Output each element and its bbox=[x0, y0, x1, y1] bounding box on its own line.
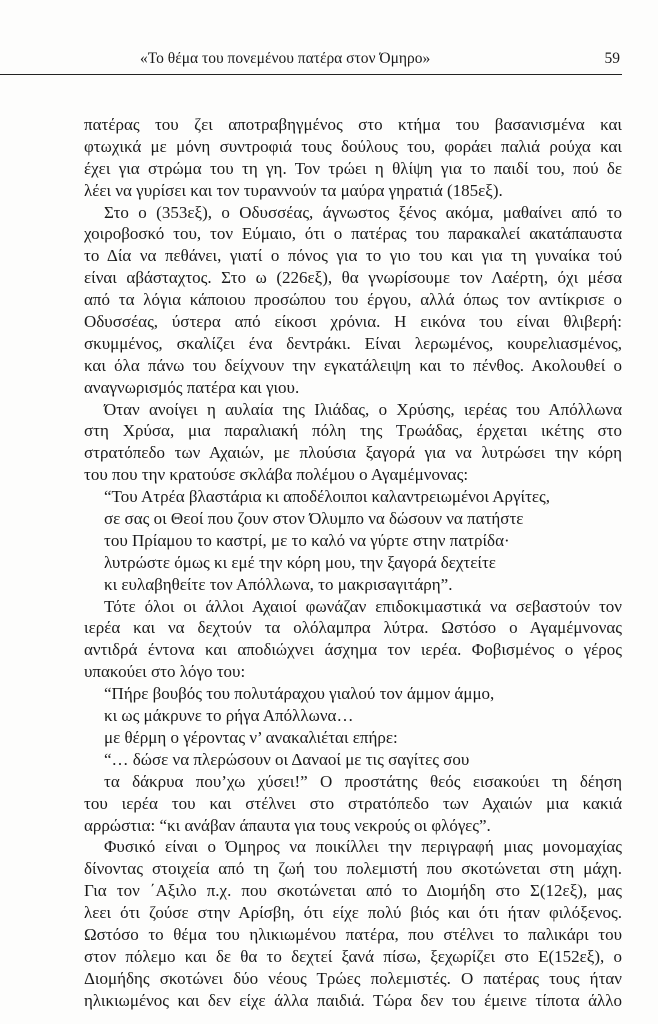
running-title: «Το θέμα του πονεμένου πατέρα στον Όμηρο» bbox=[140, 50, 431, 67]
text-line: Διομήδης σκοτώνει δύο νέους Τρώες πολεμιστές. Ο πατέρας τους ήταν bbox=[84, 968, 622, 988]
text-line: Φυσικό είναι ο Όμηρος να ποικίλλει την περιγραφή μιας μονομαχίας bbox=[104, 837, 622, 857]
text-line: σε σας οι Θεοί που ζουν στον Όλυμπο να δώσουν να πατήστε bbox=[104, 509, 524, 529]
text-line: ηλικιωμένος και δεν είχε άλλα παιδιά. Τώρα δεν του έμεινε τίποτα άλλο bbox=[84, 990, 622, 1010]
text-line: δίνοντας στοιχεία από τη ζωή του πολεμιστή που σκοτώνεται στη μάχη. bbox=[84, 859, 622, 879]
text-line: ιερέα και να δεχτούν τα ολόλαμπρα λύτρα. Ωστόσο ο Αγαμέμνονας bbox=[84, 618, 622, 638]
text-line: υπακούει στο λόγο του: bbox=[84, 662, 246, 682]
text-line: λέει να γυρίσει και τον τυραννούν τα μαύρα γηρατιά (185εξ). bbox=[84, 180, 503, 200]
text-line: από τα λόγια κάποιου προσώπου του έργου, αλλά όπως τον αντίκρισε ο bbox=[84, 290, 622, 310]
text-line: “Πήρε βουβός του πολυτάραχου γιαλού τον άμμον άμμο, bbox=[104, 684, 495, 704]
text-line: κι ως μάκρυνε το ρήγα Απόλλωνα… bbox=[104, 706, 354, 726]
text-line: Οδυσσέας, ύστερα από είκοσι χρόνια. Η εικόνα του είναι θλιβερή: bbox=[84, 312, 622, 332]
text-line: έχει για στρώμα του τη γη. Τον τρώει η θλίψη για το παιδί του, πού δε bbox=[84, 158, 622, 178]
text-line: κι ευλαβηθείτε τον Απόλλωνα, το μακρισαγιτάρη”. bbox=[104, 574, 453, 594]
text-line: με θέρμη ο γέροντας ν’ ανακαλιέται επήρε: bbox=[104, 727, 398, 747]
text-line: τα δάκρυα που’χω χύσει!” Ο προστάτης θεός εισακούει τη δέηση bbox=[104, 771, 622, 791]
text-line: σκυμμένος, σκαλίζει ένα δεντράκι. Είναι λερωμένος, κουρελιασμένος, bbox=[84, 333, 622, 353]
text-line: λυτρώστε όμως κι εμέ την κόρη μου, την ξαγορά δεχτείτε bbox=[104, 552, 496, 572]
page-number: 59 bbox=[604, 50, 620, 67]
text-line: αρρώστια: “κι ανάβαν άπαυτα για τους νεκρούς οι φλόγες”. bbox=[84, 815, 491, 835]
text-line: αναγνωρισμός πατέρα και γιου. bbox=[84, 377, 300, 397]
text-line: Τότε όλοι οι άλλοι Αχαιοί φωνάζαν επιδοκιμαστικά να σεβαστούν τον bbox=[104, 596, 622, 616]
text-line: Ωστόσο το θέμα του ηλικιωμένου πατέρα, που στέλνει το παλικάρι του bbox=[84, 924, 622, 944]
text-line: πατέρας του ζει αποτραβηγμένος στο κτήμα του βασανισμένα και bbox=[84, 115, 622, 134]
text-line: χοιροβοσκό του, τον Εύμαιο, ότι ο πατέρας του παρακαλεί ακατάπαυστα bbox=[84, 224, 622, 244]
text-line: στη Χρύσα, μια παραλιακή πόλη της Τρωάδας, έρχεται ικέτης στο bbox=[84, 421, 622, 441]
text-line: “… δώσε να πλερώσουν οι Δαναοί με τις σαγίτες σου bbox=[104, 749, 470, 769]
body-text bbox=[84, 114, 622, 1012]
text-line: το Δία να πεθάνει, γιατί ο πόνος για το γιο του και για τη γυναίκα τού bbox=[84, 246, 622, 266]
text-line: Για τον ΄Αξιλο π.χ. που σκοτώνεται από το Διομήδη στο Σ(12εξ), μας bbox=[84, 881, 622, 901]
text-line: είναι αβάσταχτος. Στο ω (226εξ), θα γνωρίσουμε τον Λαέρτη, όχι μέσα bbox=[84, 268, 622, 288]
text-line: “Του Ατρέα βλαστάρια κι αποδέλοιποι καλαντρειωμένοι Αργίτες, bbox=[104, 487, 551, 507]
page-header bbox=[0, 48, 622, 75]
text-line: φτωχικά με μόνη συντροφιά τους δούλους του, φοράει παλιά ρούχα και bbox=[84, 136, 622, 156]
text-line: Στο ο (353εξ), ο Οδυσσέας, άγνωστος ξένος ακόμα, μαθαίνει από το bbox=[104, 202, 622, 222]
text-line: στρατόπεδο των Αχαιών, με πλούσια ξαγορά για να λυτρώσει την κόρη bbox=[84, 443, 622, 463]
text-line: του που την κρατούσε σκλάβα πολέμου ο Αγαμέμνονας: bbox=[84, 465, 469, 485]
text-line: στον πόλεμο και δε θα το δεχτεί ξανά πίσω, ξεχωρίζει στο Ε(152εξ), ο bbox=[84, 946, 622, 966]
text-line: και όλα πάνω του δείχνουν την εγκατάλειψη και το πένθος. Ακολουθεί ο bbox=[84, 355, 622, 375]
text-line: λεει ότι ζούσε στην Αρίσβη, ότι είχε πολύ βιός και ότι ήταν φιλόξενος. bbox=[84, 903, 622, 923]
text-line: του ιερέα του και στέλνει στο στρατόπεδο των Αχαιών μια κακιά bbox=[84, 793, 622, 813]
text-line: του Πρίαμου το καστρί, με το καλό να γύρτε στην πατρίδα· bbox=[104, 530, 510, 550]
text-line: Όταν ανοίγει η αυλαία της Ιλιάδας, ο Χρύσης, ιερέας του Απόλλωνα bbox=[104, 399, 622, 419]
text-line: αντιδρά έντονα και αποδιώχνει άσχημα τον ιερέα. Φοβισμένος ο γέρος bbox=[84, 640, 622, 660]
